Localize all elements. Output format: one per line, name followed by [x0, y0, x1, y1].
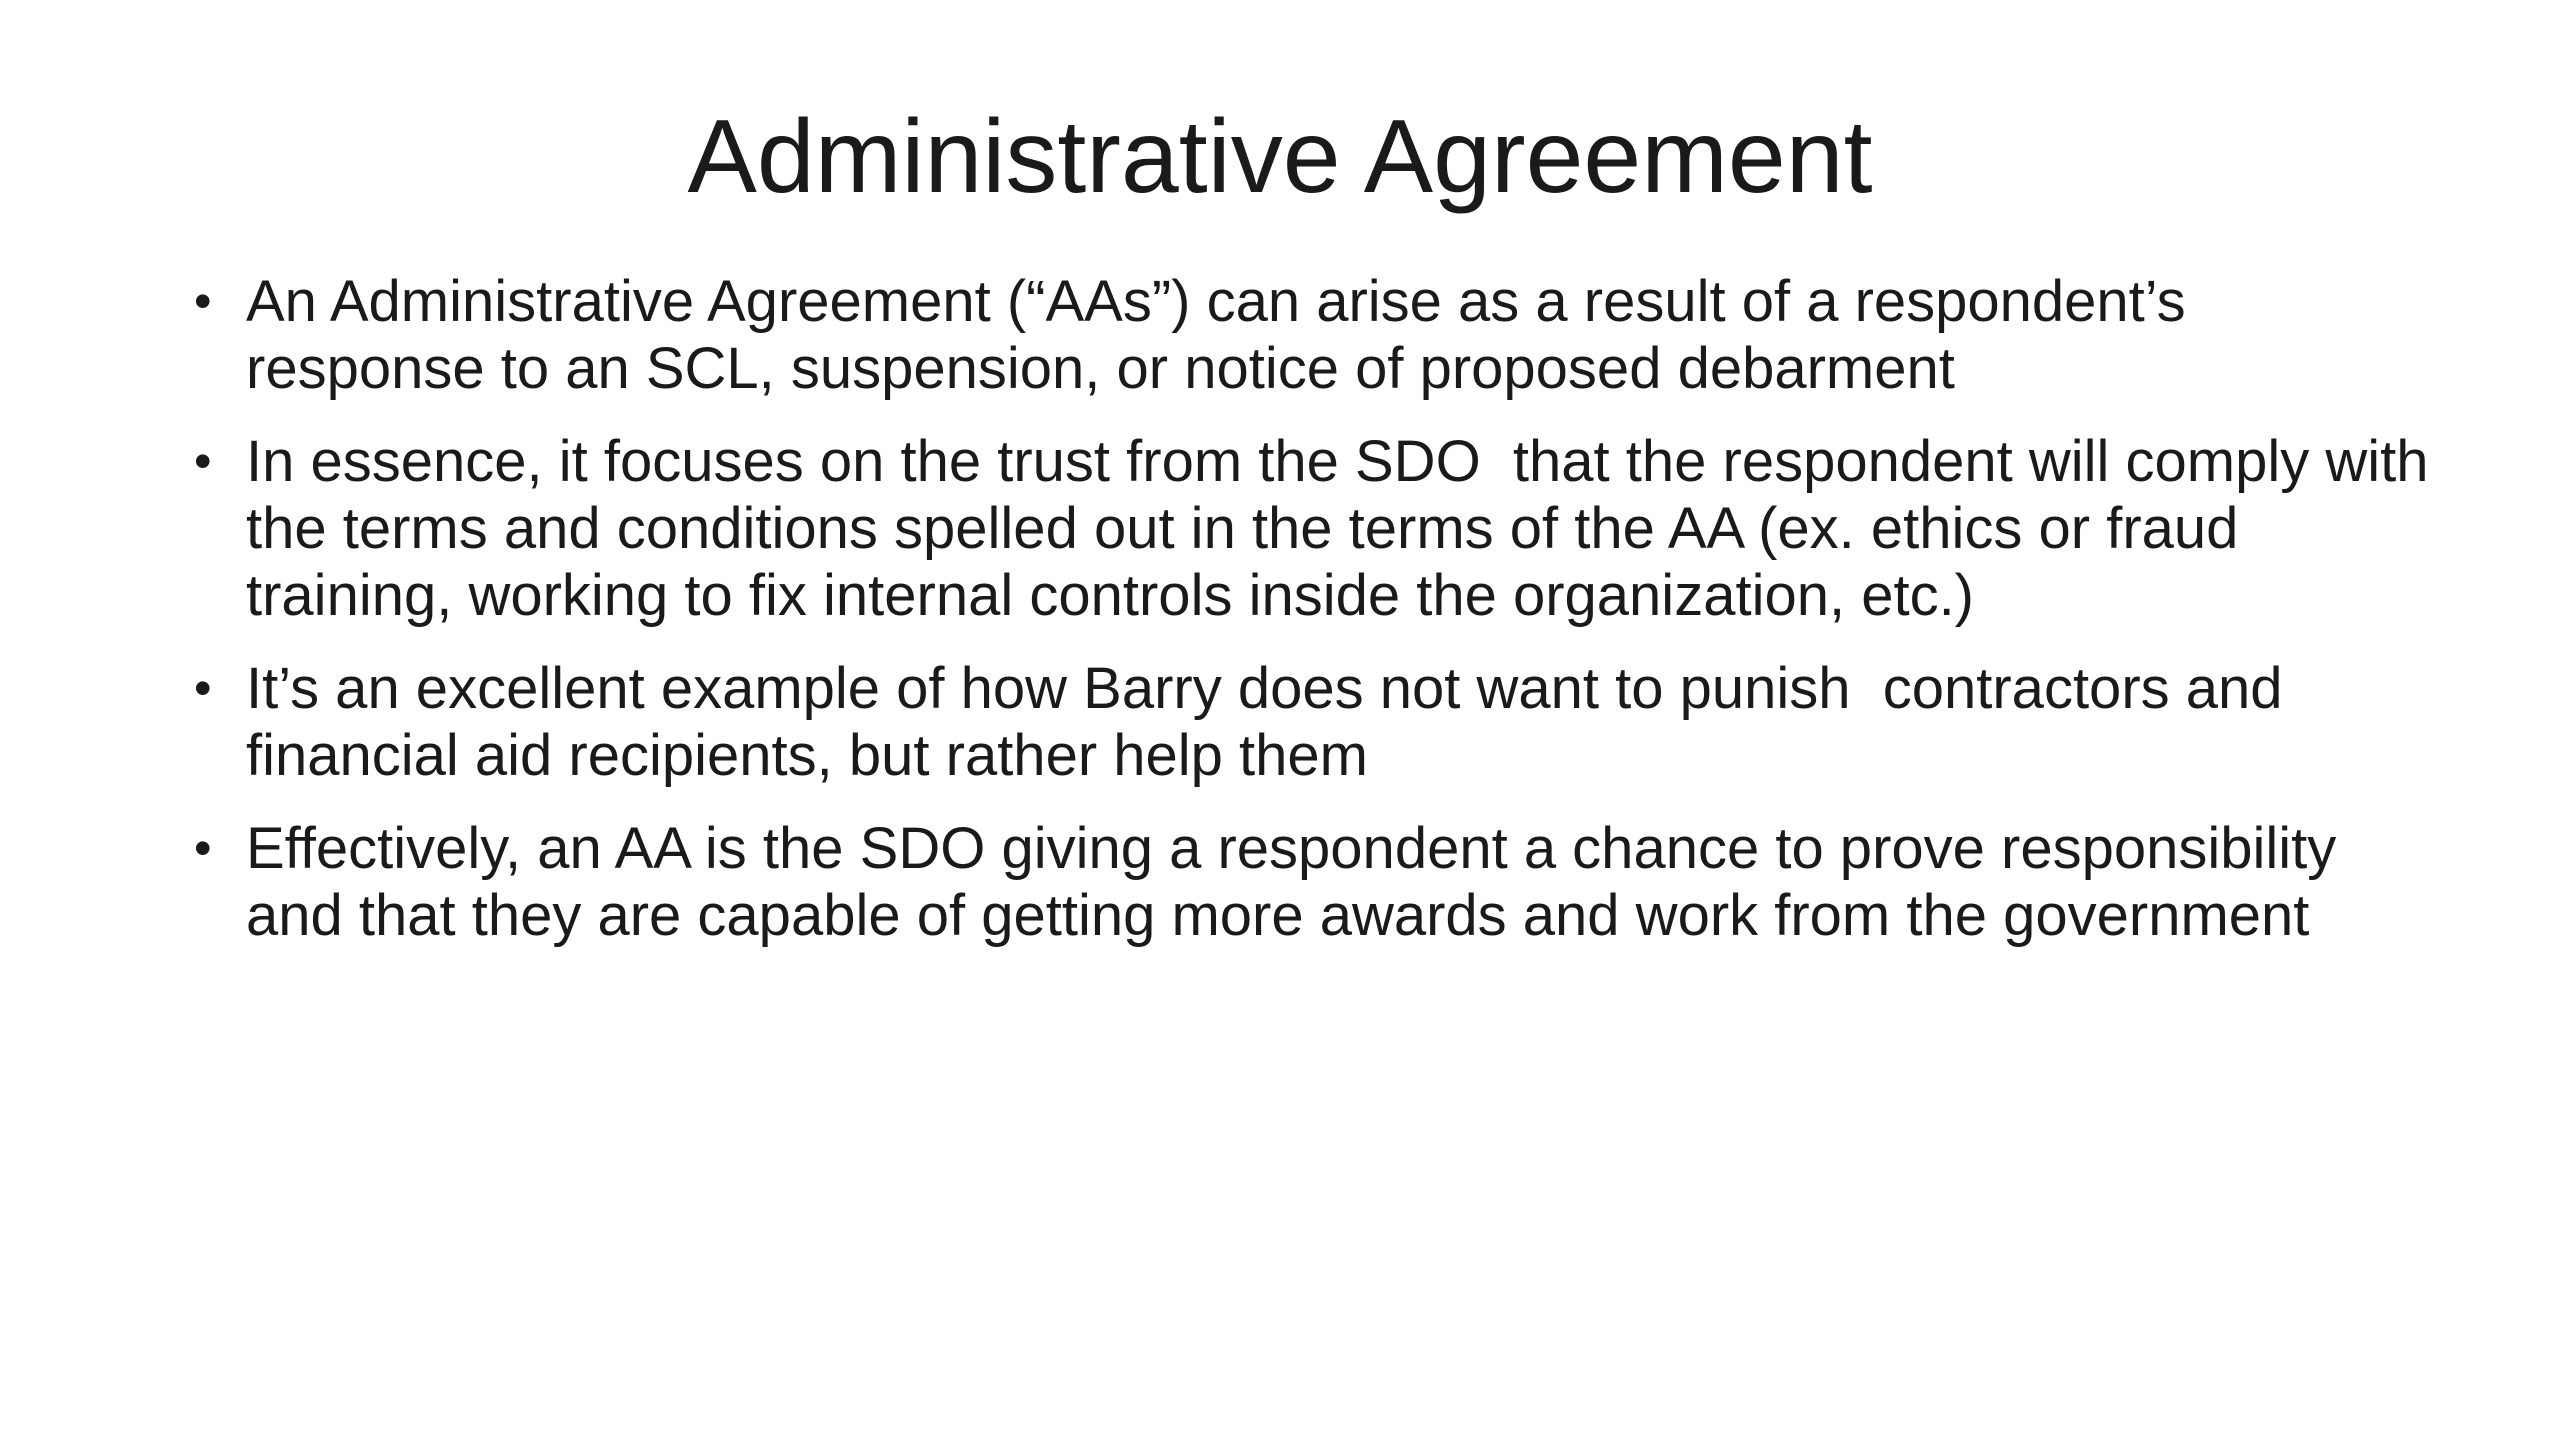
bullet-icon: •: [194, 660, 212, 716]
bullet-item: [190, 268, 2430, 402]
bullet-list: [190, 268, 2445, 975]
bullet-text: An Administrative Agreement (“AAs”) can arise as a result of a respondent’s response to an SCL, suspension, or notice of proposed debarment: [246, 269, 2186, 401]
bullet-item: [190, 815, 2430, 949]
bullet-text: In essence, it focuses on the trust from the SDO that the respondent will comply with the terms and conditions spelled out in the terms of the AA (ex. ethics or fraud training, working to fix internal controls inside the organization, etc.): [246, 429, 2445, 628]
bullet-text: Effectively, an AA is the SDO giving a respondent a chance to prove responsibility and that they are capable of getting more awards and work from the government: [246, 816, 2337, 948]
bullet-icon: •: [194, 273, 212, 329]
bullet-item: [190, 428, 2445, 629]
bullet-text: It’s an excellent example of how Barry does not want to punish contractors and financial aid recipients, but rather help them: [246, 656, 2299, 788]
bullet-icon: •: [194, 433, 212, 489]
bullet-item: [190, 655, 2430, 789]
bullet-icon: •: [194, 820, 212, 876]
slide-title: Administrative Agreement: [687, 99, 1873, 215]
